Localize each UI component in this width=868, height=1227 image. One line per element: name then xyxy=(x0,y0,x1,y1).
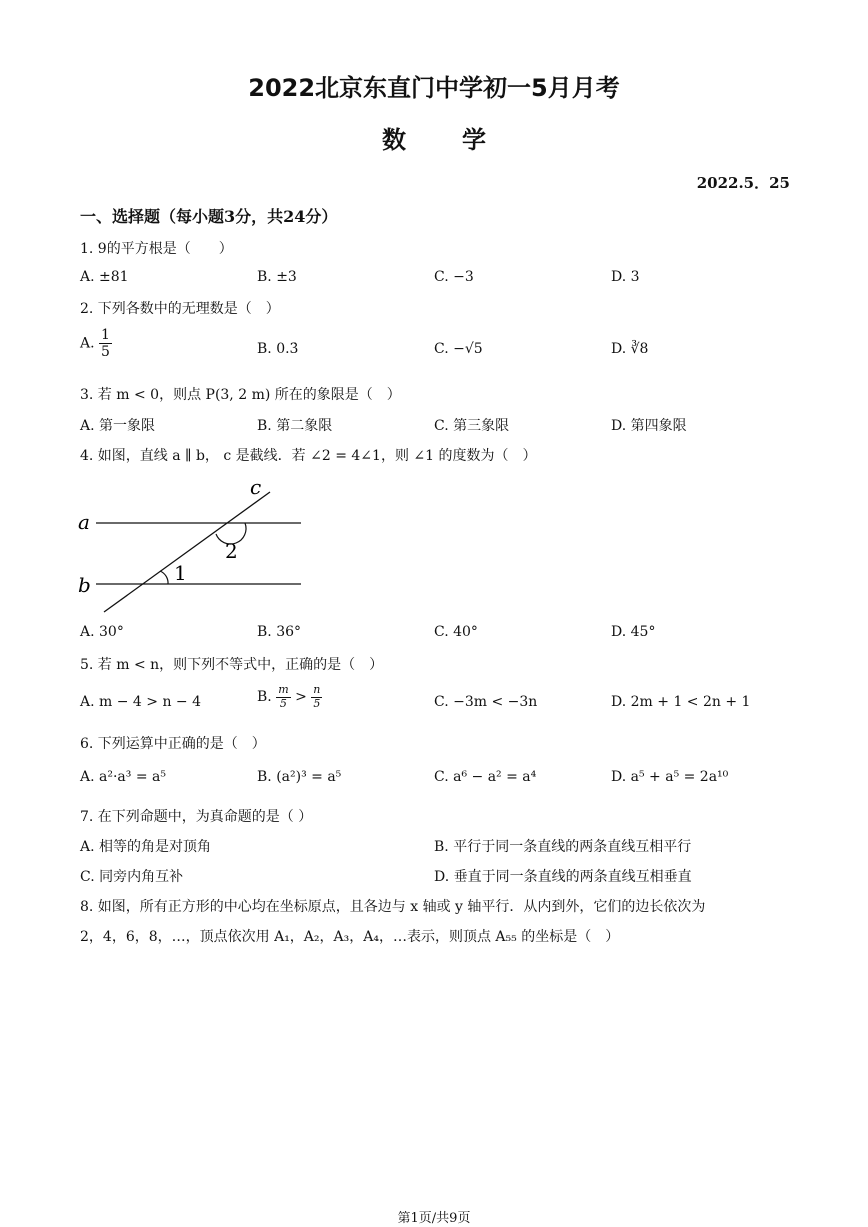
question-4-figure xyxy=(70,472,310,622)
question-1-option-c: C. −3 xyxy=(434,269,474,285)
question-1-option-d: D. 3 xyxy=(611,269,640,285)
line-c xyxy=(104,492,270,612)
question-2-stem: 2. 下列各数中的无理数是（ ） xyxy=(80,301,280,317)
page-footer: 第1页/共9页 xyxy=(397,1211,471,1226)
label-c: c xyxy=(250,475,262,499)
numerator: 1 xyxy=(101,327,110,343)
question-4-option-b: B. 36° xyxy=(257,624,302,640)
question-4-stem: 4. 如图，直线 a ∥ b， c 是截线．若 ∠2 = 4∠1，则 ∠1 的度数为（ ） xyxy=(80,448,537,464)
question-5-stem: 5. 若 m < n，则下列不等式中，正确的是（ ） xyxy=(80,657,384,673)
question-1-stem: 1. 9的平方根是（ ） xyxy=(80,241,233,257)
angle-1-arc xyxy=(160,571,168,584)
fraction xyxy=(99,327,112,360)
question-6-option-d: D. a⁵ + a⁵ = 2a¹⁰ xyxy=(611,769,729,785)
numerator: n xyxy=(313,683,321,696)
label-b: b xyxy=(78,573,91,597)
fraction-left xyxy=(276,684,290,710)
section-title: 一、选择题（每小题3分，共24分） xyxy=(80,207,338,226)
question-6-stem: 6. 下列运算中正确的是（ ） xyxy=(80,736,266,752)
question-6-option-c: C. a⁶ − a² = a⁴ xyxy=(434,769,537,785)
question-7-option-c: C. 同旁内角互补 xyxy=(80,869,184,885)
question-5-option-a: A. m − 4 > n − 4 xyxy=(80,694,202,710)
question-5-option-d: D. 2m + 1 < 2n + 1 xyxy=(611,694,751,710)
label-a: a xyxy=(78,510,90,534)
question-8-stem-line-2: 2，4，6，8，…，顶点依次用 A₁，A₂，A₃，A₄，…表示，则顶点 A₅₅ 的坐标是（ ） xyxy=(80,929,620,945)
question-8-stem-line-1: 8. 如图，所有正方形的中心均在坐标原点，且各边与 x 轴或 y 轴平行．从内到外，它们的边长依次为 xyxy=(80,899,706,915)
label-2: 2 xyxy=(225,539,238,563)
question-7-option-a: A. 相等的角是对顶角 xyxy=(80,839,212,855)
question-3-stem: 3. 若 m < 0，则点 P(3, 2 m) 所在的象限是（ ） xyxy=(80,387,401,403)
question-3-option-c: C. 第三象限 xyxy=(434,418,510,434)
question-4-option-d: D. 45° xyxy=(611,624,656,640)
question-6-option-a: A. a²·a³ = a⁵ xyxy=(80,769,166,785)
question-4-option-a: A. 30° xyxy=(80,624,124,640)
question-4-option-c: C. 40° xyxy=(434,624,478,640)
question-1-option-b: B. ±3 xyxy=(257,269,297,285)
question-7-stem: 7. 在下列命题中，为真命题的是（ ） xyxy=(80,809,313,825)
denominator: 5 xyxy=(101,344,110,361)
question-7-option-b: B. 平行于同一条直线的两条直线互相平行 xyxy=(434,839,692,855)
denominator: 5 xyxy=(313,696,321,710)
page-title: 2022北京东直门中学初一5月月考 xyxy=(248,74,620,102)
question-5-option-b xyxy=(257,684,322,710)
question-6-option-b: B. (a²)³ = a⁵ xyxy=(257,769,342,785)
fraction-right xyxy=(311,684,322,710)
option-label: B. xyxy=(257,689,272,706)
exam-date: 2022.5．25 xyxy=(696,174,790,192)
question-5-option-c: C. −3m < −3n xyxy=(434,694,538,710)
option-label: A. xyxy=(80,335,95,352)
numerator: m xyxy=(278,683,289,696)
question-2-option-b: B. 0.3̇ xyxy=(257,341,299,357)
comparison-sign: > xyxy=(295,689,307,706)
question-7-option-d: D. 垂直于同一条直线的两条直线互相垂直 xyxy=(434,869,692,885)
denominator: 5 xyxy=(279,696,287,710)
question-3-option-b: B. 第二象限 xyxy=(257,418,333,434)
question-1-option-a: A. ±81 xyxy=(80,269,129,285)
question-3-option-a: A. 第一象限 xyxy=(80,418,156,434)
question-2-option-c: C. −√5 xyxy=(434,341,483,357)
question-2-option-d: D. ∛8 xyxy=(611,341,649,357)
question-2-option-a xyxy=(80,327,112,360)
subject-heading: 数学 xyxy=(382,126,542,154)
question-3-option-d: D. 第四象限 xyxy=(611,418,687,434)
label-1: 1 xyxy=(174,561,187,585)
